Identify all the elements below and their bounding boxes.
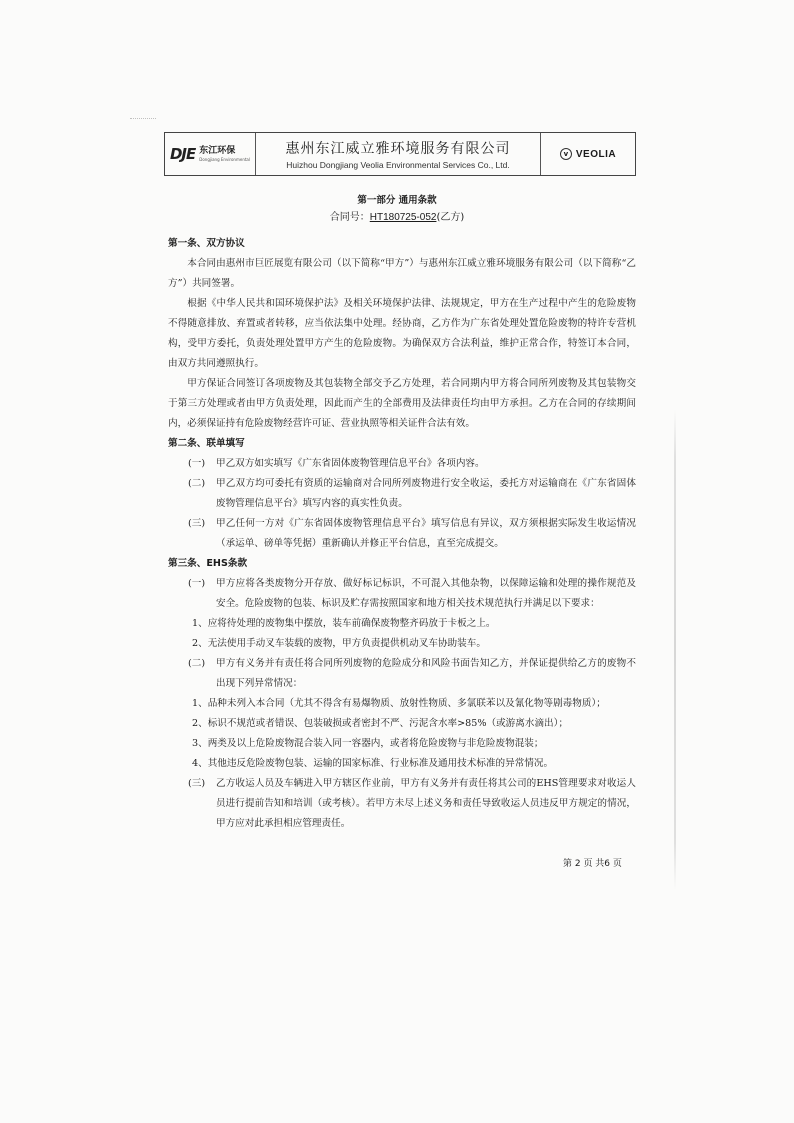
paragraph: 本合同由惠州市巨匠展览有限公司（以下简称“甲方”）与惠州东江威立雅环境服务有限公司（以下简称“乙方”）共同签署。 (168, 258, 636, 289)
dongjiang-logo (165, 133, 256, 175)
company-name-block (256, 133, 541, 175)
contract-number-line (0, 208, 794, 223)
clause-item (168, 454, 636, 474)
clause-item (168, 774, 636, 834)
clause-item (168, 654, 636, 694)
veolia-logo (541, 133, 635, 175)
letterhead (164, 132, 636, 176)
sub-clause: 1、品种未列入本合同（尤其不得含有易爆物质、放射性物质、多氯联苯以及氰化物等剧毒物质）； (192, 698, 606, 709)
clause-text: 甲方有义务并有责任将合同所列废物的危险成分和风险书面告知乙方，并保证提供给乙方的废物不出现下列异常情况： (216, 658, 636, 689)
logo-cn-text: 东江环保 (199, 145, 236, 156)
paragraph: 根据《中华人民共和国环境保护法》及相关环境保护法律、法规规定，甲方在生产过程中产生的危险废物不得随意排放、弃置或者转移，应当依法集中处理。经协商，乙方作为广东省处理处置危险废物的特许专营机构，受甲方委托，负责处理处置甲方产生的危险废物。为确保双方合法利益，维护正常合作，特签订本合同，由双方共同遵照执行。 (168, 298, 636, 369)
clause-label: (二) (188, 658, 206, 669)
clause-item (168, 574, 636, 614)
clause-item (168, 474, 636, 514)
scan-speck (130, 118, 156, 123)
part-title: 第一部分 通用条款 (357, 195, 437, 206)
sub-clause: 2、标识不规范或者错误、包装破损或者密封不严、污泥含水率>85%（或游离水滴出）； (192, 718, 569, 729)
clause-label: (二) (188, 478, 206, 489)
company-name-en: Huizhou Dongjiang Veolia Environmental Services Co., Ltd. (286, 160, 510, 170)
clause-text: 甲乙双方均可委托有资质的运输商对合同所列废物进行安全收运，委托方对运输商在《广东省固体废物管理信息平台》填写内容的真实性负责。 (216, 478, 636, 509)
dje-logo-icon: DJE (169, 145, 196, 163)
clause-label: (一) (188, 578, 206, 589)
clause-text: 甲乙双方如实填写《广东省固体废物管理信息平台》各项内容。 (216, 458, 485, 469)
clause-text: 甲乙任何一方对《广东省固体废物管理信息平台》填写信息有异议，双方须根据实际发生收运情况（承运单、磅单等凭据）重新确认并修正平台信息，直至完成提交。 (216, 518, 636, 549)
paragraph: 甲方保证合同签订各项废物及其包装物全部交予乙方处理，若合同期内甲方将合同所列废物及其包装物交于第三方处理或者由甲方负责处理，因此而产生的全部费用及法律责任均由甲方承担。乙方在合同的存续期间内，必须保证持有危险废物经营许可证、营业执照等相关证件合法有效。 (168, 378, 636, 429)
veolia-text: VEOLIA (575, 148, 617, 160)
sub-clause: 3、两类及以上危险废物混合装入同一容器内，或者将危险废物与非危险废物混装； (192, 738, 544, 749)
contract-label: 合同号： (329, 212, 370, 223)
article-title: 第二条、联单填写 (168, 438, 245, 449)
clause-label: (三) (188, 518, 206, 529)
clause-text: 甲方应将各类废物分开存放、做好标记标识，不可混入其他杂物，以保障运输和处理的操作规范及安全。危险废物的包装、标识及贮存需按照国家和地方相关技术规范执行并满足以下要求： (216, 578, 636, 609)
sub-clause: 1、应将待处理的废物集中摆放，装车前确保废物整齐码放于卡板之上。 (192, 618, 496, 629)
clause-text: 乙方收运人员及车辆进入甲方辖区作业前，甲方有义务并有责任将其公司的EHS管理要求对收运人员进行提前告知和培训（或考核）。若甲方未尽上述义务和责任导致收运人员违反甲方规定的情况，甲方应对此承担相应管理责任。 (216, 778, 636, 829)
clause-label: (三) (188, 778, 206, 789)
article-title: 第三条、EHS条款 (168, 558, 248, 569)
logo-en-text: Dongjiang Environmental (199, 156, 250, 162)
scan-shadow-edge (674, 410, 676, 890)
contract-suffix: (乙方) (436, 212, 465, 223)
article-title: 第一条、双方协议 (168, 238, 245, 249)
contract-body (168, 234, 636, 834)
sub-clause: 4、其他违反危险废物包装、运输的国家标准、行业标准及通用技术标准的异常情况。 (192, 758, 554, 769)
veolia-circle-icon: v (560, 148, 572, 160)
clause-label: (一) (188, 458, 206, 469)
clause-item (168, 514, 636, 554)
company-name-cn: 惠州东江威立雅环境服务有限公司 (285, 141, 511, 157)
contract-number: HT180725-052 (369, 212, 437, 223)
page-number: 第 2 页 共6 页 (563, 859, 622, 869)
sub-clause: 2、无法使用手动叉车装载的废物，甲方负责提供机动叉车协助装车。 (192, 638, 486, 649)
